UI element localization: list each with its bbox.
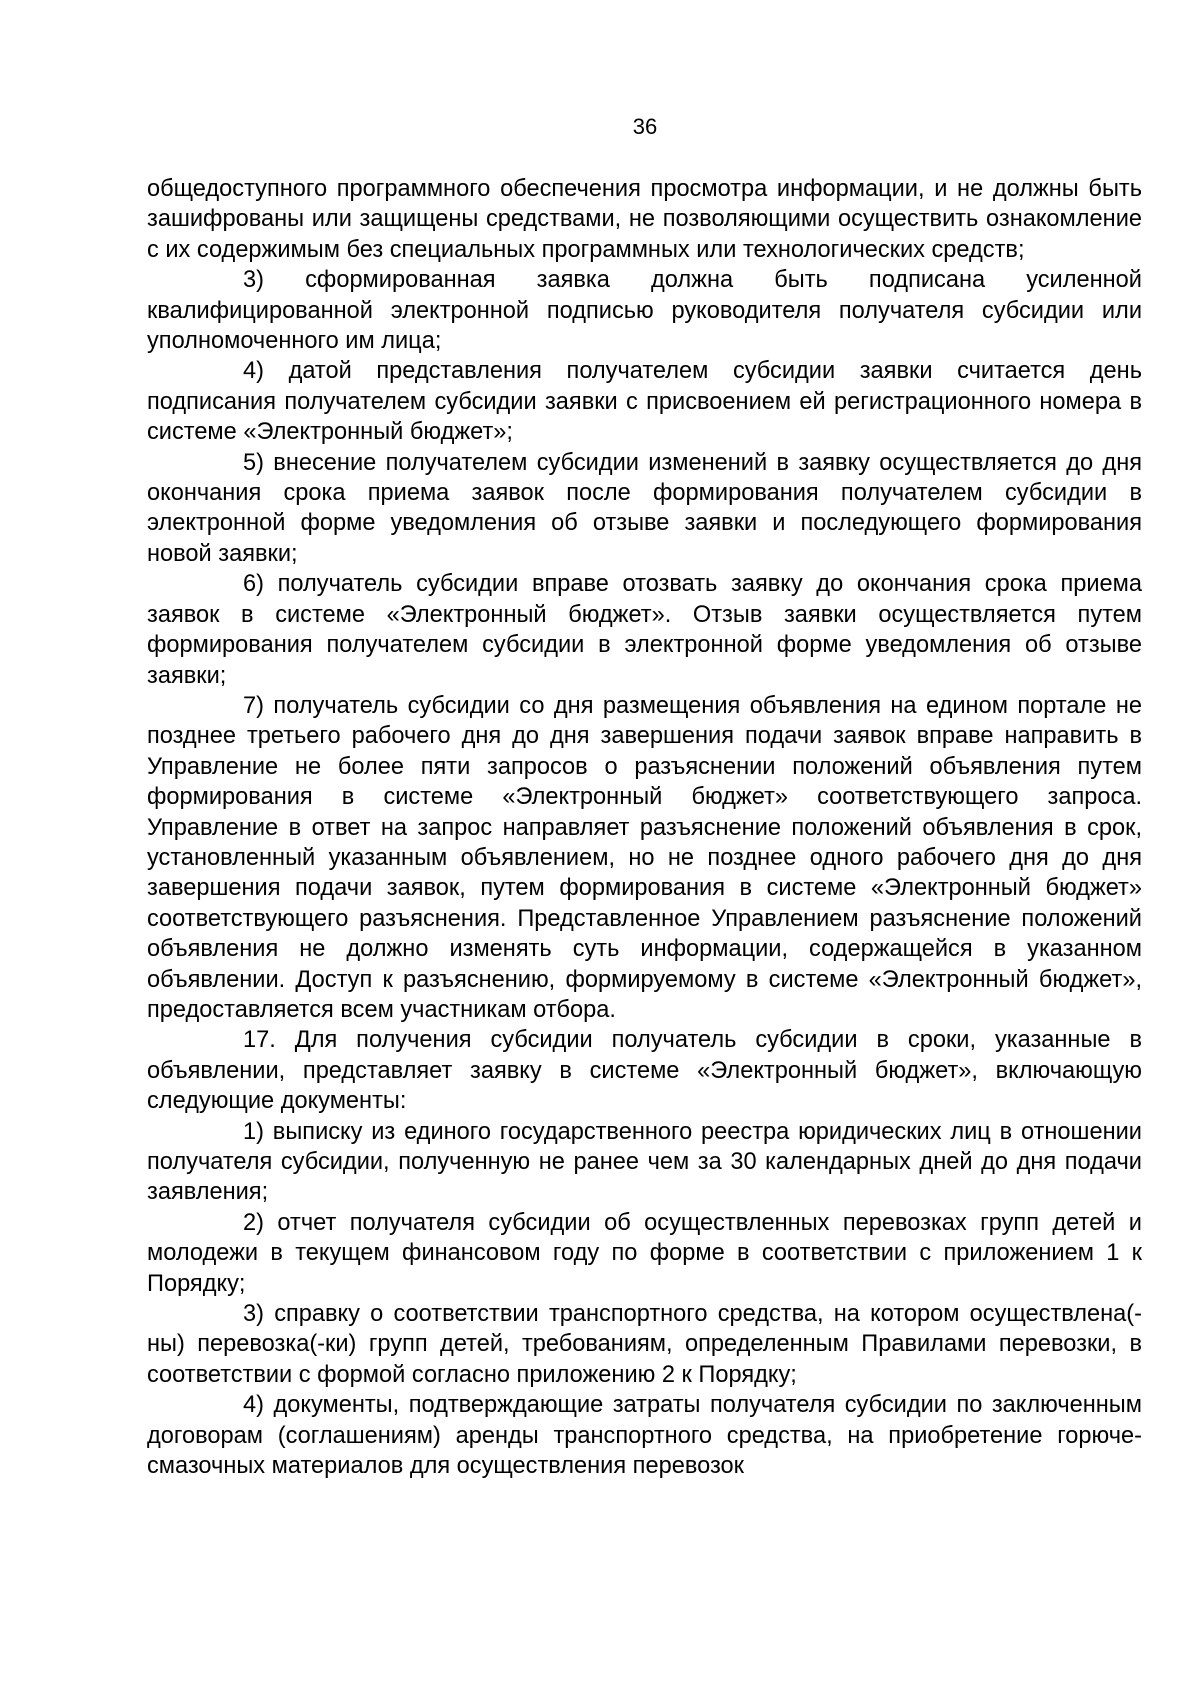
paragraph-doc-3: 3) справку о соответствии транспортного средства, на котором осуществлена(-ны) перевозка(-ки) групп детей, требованиям, определенным Правилами перевозки, в соответствии с формой согласно приложению 2 к Порядку; [147,1301,1142,1388]
paragraph-item-4: 4) датой представления получателем субсидии заявки считается день подписания получателем субсидии заявки с присвоением ей регистрационного номера в системе «Электронный бюджет»; [147,358,1142,446]
paragraph-section-17: 17. Для получения субсидии получатель субсидии в сроки, указанные в объявлении, представляет заявку в системе «Электронный бюджет», включающую следующие документы: [147,1027,1142,1115]
paragraph-item-3: 3) сформированная заявка должна быть подписана усиленной квалифицированной электронной подписью руководителя получателя субсидии или уполномоченного им лица; [147,267,1142,355]
paragraph-doc-4: 4) документы, подтверждающие затраты получателя субсидии по заключенным договорам (соглашениям) аренды транспортного средства, на приобретение горюче-смазочных материалов для осуществления перевозок [147,1392,1142,1480]
paragraph-continuation: общедоступного программного обеспечения просмотра информации, и не должны быть зашифрованы или защищены средствами, не позволяющими осуществить ознакомление с их содержимым без специальных программных или технологических средств; [147,176,1142,263]
paragraph-item-7: 7) получатель субсидии со дня размещения объявления на едином портале не позднее третьего рабочего дня до дня завершения подачи заявок вправе направить в Управление не более пяти запросов о разъяснении положений объявления путем формирования в системе «Электронный бюджет» соответствующего запроса. Управление в ответ на запрос направляет разъяснение положений объявления в срок, установленный указанным объявлением, но не позднее одного рабочего дня до дня завершения подачи заявок, путем формирования в системе «Электронный бюджет» соответствующего разъяснения. Представленное Управлением разъяснение положений объявления не должно изменять суть информации, содержащейся в указанном объявлении. Доступ к разъяснению, формируемому в системе «Электронный бюджет», предоставляется всем участникам отбора. [147,692,1142,1023]
paragraph-item-5: 5) внесение получателем субсидии изменений в заявку осуществляется до дня окончания срока приема заявок после формирования получателем субсидии в электронной форме уведомления об отзыве заявки и последующего формирования новой заявки; [147,449,1142,567]
document-body [147,174,1142,1481]
page-number: 36 [632,114,658,139]
paragraph-item-6: 6) получатель субсидии вправе отозвать заявку до окончания срока приема заявок в системе «Электронный бюджет». Отзыв заявки осуществляется путем формирования получателем субсидии в электронной форме уведомления об отзыве заявки; [147,571,1142,689]
paragraph-doc-2: 2) отчет получателя субсидии об осуществленных перевозках групп детей и молодежи в текущем финансовом году по форме в соответствии с приложением 1 к Порядку; [147,1209,1142,1297]
paragraph-doc-1: 1) выписку из единого государственного реестра юридических лиц в отношении получателя субсидии, полученную не ранее чем за 30 календарных дней до дня подачи заявления; [147,1118,1142,1206]
